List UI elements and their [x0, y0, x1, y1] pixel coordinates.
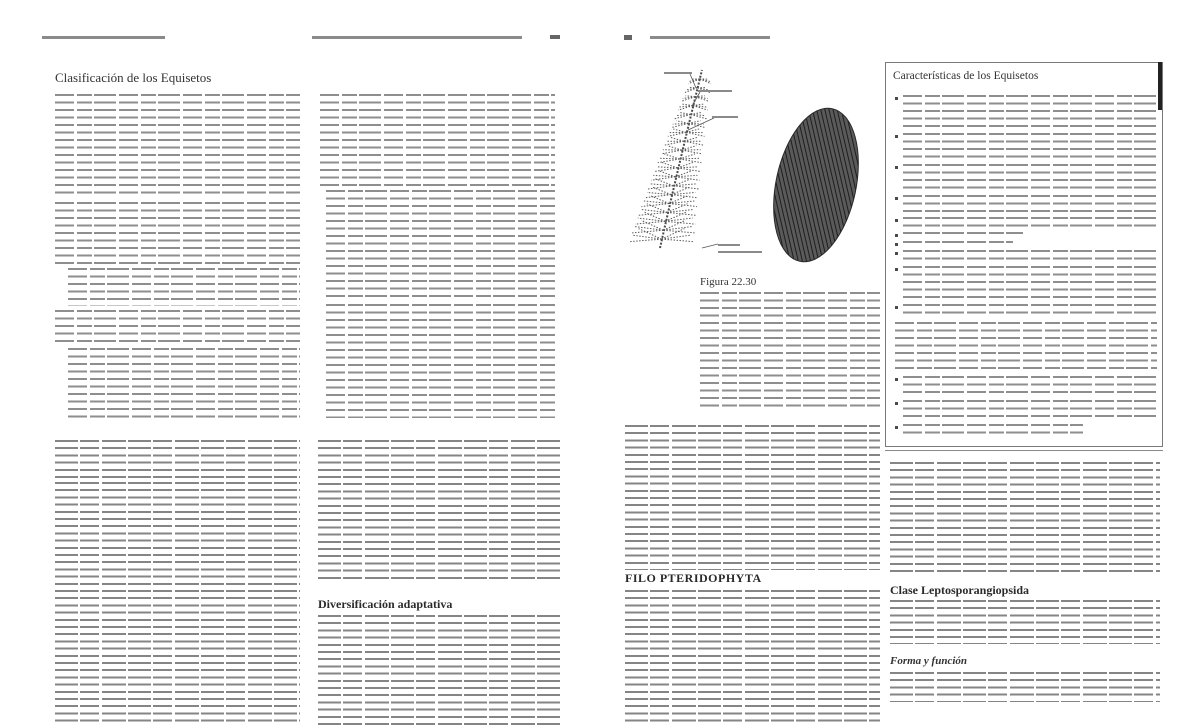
- box-bottom-rule: [885, 450, 1163, 451]
- text-block: [320, 94, 555, 186]
- branch-stroke: [686, 96, 696, 97]
- figure-callout: [698, 90, 732, 92]
- branch-stroke: [691, 115, 706, 116]
- page-number-right: [624, 35, 632, 40]
- figure-callout: [718, 244, 740, 246]
- bullet-icon: [895, 268, 898, 271]
- branch-stroke: [682, 104, 692, 106]
- branch-stroke: [679, 112, 690, 114]
- branch-stroke: [629, 239, 661, 242]
- branch-stroke: [645, 195, 672, 198]
- branch-stroke: [658, 171, 675, 177]
- bullet-icon: [895, 378, 898, 381]
- list-item: [903, 266, 1157, 302]
- list-item: [903, 400, 1157, 422]
- bullet-icon: [895, 402, 898, 405]
- bullet-icon: [895, 243, 898, 246]
- figure-callout: [712, 116, 738, 118]
- subheading: Diversificación adaptativa: [318, 597, 453, 611]
- branch-stroke: [683, 97, 695, 99]
- list-item: [903, 304, 1157, 318]
- branch-stroke: [654, 168, 677, 172]
- text-block: [890, 462, 1160, 572]
- strobilus-icon: [761, 100, 872, 269]
- branch-stroke: [695, 96, 705, 97]
- class-heading: Clase Leptosporangiopsida: [890, 583, 1030, 597]
- branch-stroke: [669, 204, 697, 207]
- branch-stroke: [675, 115, 691, 119]
- figure-label: Figura 22.30: [700, 276, 757, 288]
- text-block: [890, 600, 1160, 644]
- text-block-indented: [68, 268, 300, 306]
- list-item: [903, 195, 1157, 216]
- branch-stroke: [679, 106, 692, 107]
- branch-stroke: [684, 141, 703, 145]
- text-block: [625, 425, 880, 570]
- bullet-icon: [895, 135, 898, 138]
- bullet-icon: [895, 234, 898, 237]
- branch-stroke: [673, 129, 686, 132]
- bullet-icon: [895, 166, 898, 169]
- bullet-icon: [895, 97, 898, 100]
- running-header-left: [42, 36, 165, 39]
- list-item: [903, 424, 1083, 438]
- list-item: [903, 232, 1023, 239]
- stem-icon: [629, 70, 718, 248]
- branch-stroke: [638, 212, 667, 215]
- branch-stroke: [639, 229, 662, 239]
- branch-stroke: [667, 212, 696, 215]
- branch-stroke: [641, 204, 669, 207]
- branch-stroke: [680, 159, 702, 163]
- branch-stroke: [661, 150, 682, 154]
- branch-stroke: [673, 123, 689, 124]
- list-item: [903, 241, 1013, 248]
- branch-stroke: [691, 115, 707, 119]
- text-block: [625, 590, 880, 725]
- list-item: [903, 376, 1157, 398]
- branch-stroke: [641, 220, 663, 230]
- text-block: [55, 94, 300, 198]
- list-item: [903, 164, 1157, 193]
- branch-stroke: [662, 235, 692, 239]
- text-block: [55, 482, 300, 725]
- branch-stroke: [648, 186, 673, 189]
- branch-stroke: [662, 239, 694, 242]
- bullet-icon: [895, 219, 898, 222]
- bullet-icon: [895, 197, 898, 200]
- branch-stroke: [632, 235, 662, 239]
- list-item: [903, 95, 1157, 131]
- phylum-heading: FILO PTERIDOPHYTA: [625, 571, 762, 585]
- running-header-center: [312, 36, 522, 39]
- italic-subheading: Forma y función: [890, 655, 968, 667]
- section-heading: Clasificación de los Equisetos: [55, 70, 212, 85]
- branch-stroke: [664, 141, 683, 145]
- figure-caption: [700, 292, 880, 410]
- figure-callout: [718, 251, 762, 253]
- branch-stroke: [693, 106, 706, 107]
- branch-stroke: [700, 79, 710, 82]
- text-block: [55, 440, 300, 478]
- branch-stroke: [689, 79, 699, 82]
- branch-whorls: [629, 79, 711, 242]
- branch-stroke: [676, 115, 691, 116]
- bullet-icon: [895, 426, 898, 429]
- branch-stroke: [676, 121, 688, 124]
- branch-stroke: [670, 137, 684, 141]
- figure-callout: [664, 72, 692, 74]
- branch-stroke: [677, 168, 700, 172]
- text-block: [318, 615, 560, 725]
- branch-stroke: [682, 150, 703, 154]
- branch-stroke: [658, 159, 680, 163]
- branch-stroke: [665, 221, 695, 224]
- list-item: [903, 217, 1157, 231]
- box-paragraph: [895, 322, 1157, 372]
- text-block: [55, 310, 300, 344]
- bullet-icon: [895, 252, 898, 255]
- page-number-left: [550, 35, 560, 39]
- branch-stroke: [663, 227, 691, 231]
- running-header-right: [650, 36, 770, 39]
- list-item: [903, 250, 1157, 264]
- box-edge-mark: [1158, 62, 1162, 110]
- branch-stroke: [671, 195, 698, 198]
- branch-stroke: [661, 162, 677, 168]
- branch-stroke: [635, 221, 665, 224]
- list-item: [903, 133, 1157, 162]
- bullet-icon: [895, 306, 898, 309]
- text-block-indented: [326, 190, 555, 300]
- branch-stroke: [651, 177, 675, 180]
- box-heading: Características de los Equisetos: [893, 70, 1039, 82]
- text-block-indented: [68, 348, 300, 422]
- text-block: [55, 202, 300, 264]
- figure-illustration: [630, 58, 880, 273]
- text-block: [318, 440, 560, 580]
- text-block-indented: [326, 304, 555, 418]
- text-block: [890, 672, 1160, 702]
- branch-stroke: [671, 123, 688, 127]
